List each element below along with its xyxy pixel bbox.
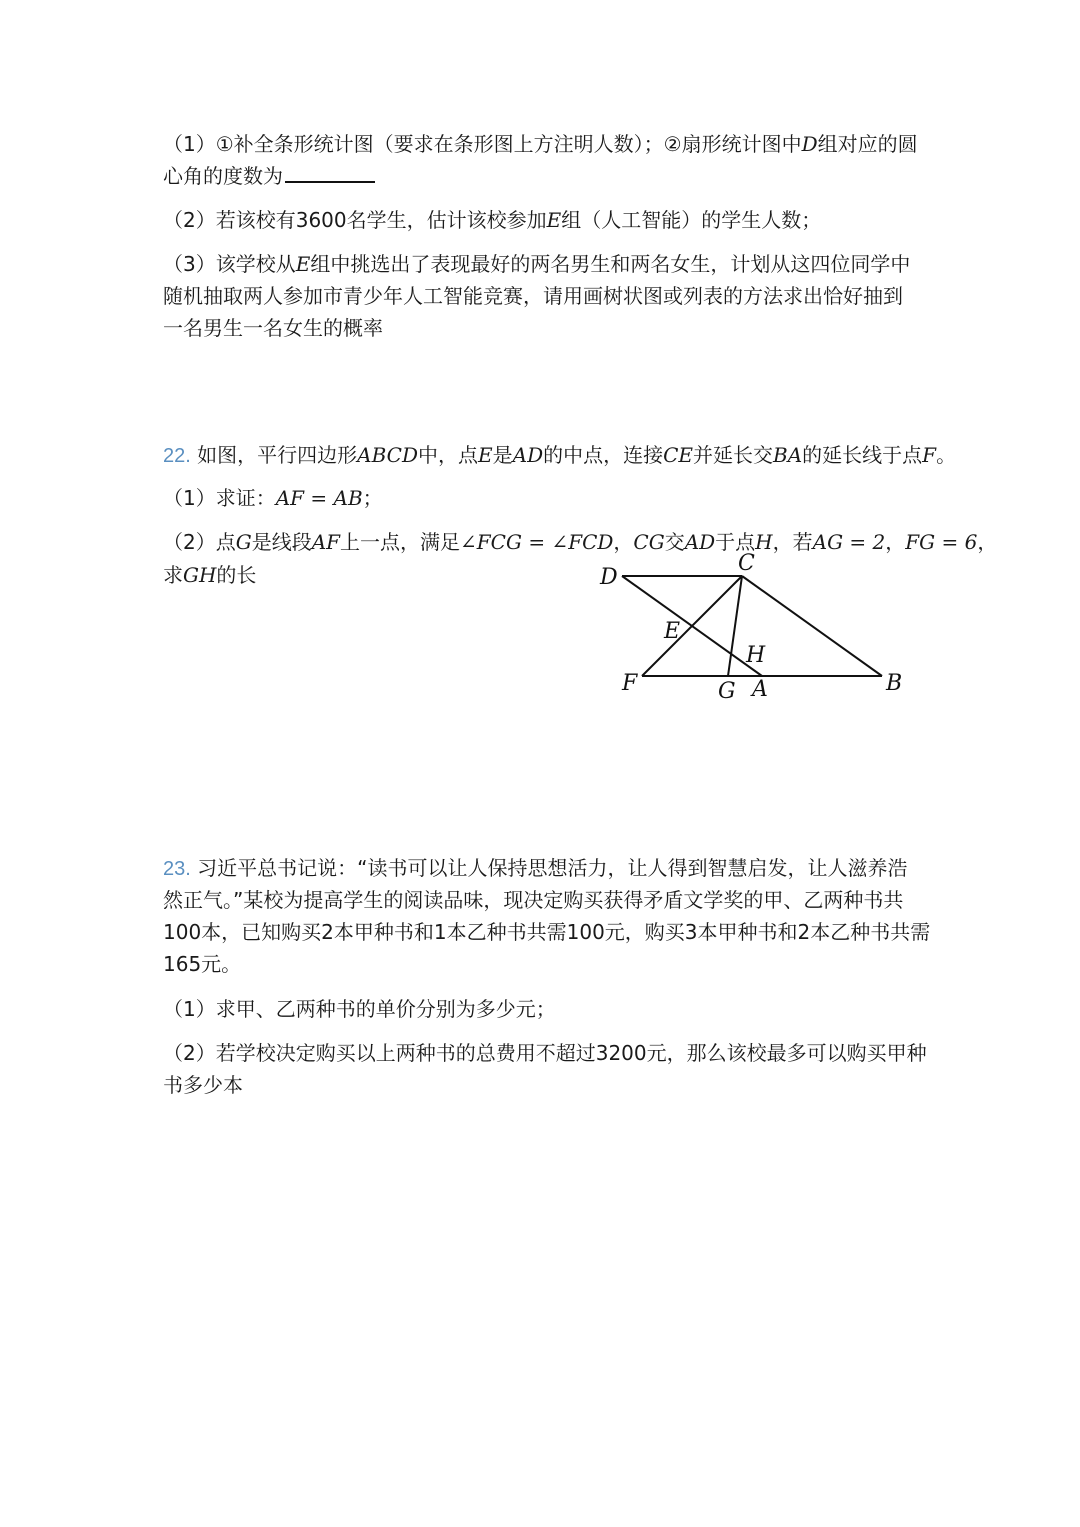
q23-part2-line2: 书多少本 <box>163 1073 243 1097</box>
q23-stem-line2: 然正气。”某校为提高学生的阅读品味，现决定购买获得矛盾文学奖的甲、乙两种书共 <box>163 888 904 912</box>
q21-part1-line1: （1）①补全条形统计图（要求在条形图上方注明人数）；②扇形统计图中D组对应的圆 <box>163 132 918 156</box>
answer-blank <box>285 163 375 183</box>
question-number: 23. <box>163 858 191 880</box>
q22-part2-line1: （2）点G是线段AF上一点，满足∠FCG = ∠FCD，CG交AD于点H，若AG = 2，FG = 6， <box>163 530 998 554</box>
q23-stem-line4: 165元。 <box>163 952 242 976</box>
q23-part1: （1）求甲、乙两种书的单价分别为多少元； <box>163 997 556 1021</box>
label-e: E <box>664 619 681 644</box>
q22-part1: （1）求证：AF = AB； <box>163 486 383 510</box>
q23-stem-line3: 100本，已知购买2本甲种书和1本乙种书共需100元，购买3本甲种书和2本乙种书共需 <box>163 920 931 944</box>
label-f: F <box>622 671 638 696</box>
parallelogram-figure <box>590 550 920 710</box>
label-d: D <box>600 565 618 590</box>
label-b: B <box>886 671 903 696</box>
question-number: 22. <box>163 445 191 467</box>
label-a: A <box>752 677 768 702</box>
q21-part3-line3: 一名男生一名女生的概率 <box>163 316 383 340</box>
q21-part3-line1: （3）该学校从E组中挑选出了表现最好的两名男生和两名女生，计划从这四位同学中 <box>163 252 911 276</box>
segment-cf <box>642 576 742 676</box>
q21-part2: （2）若该校有3600名学生，估计该校参加E组（人工智能）的学生人数； <box>163 208 822 232</box>
label-h: H <box>746 643 766 668</box>
q21-part3-line2: 随机抽取两人参加市青少年人工智能竞赛，请用画树状图或列表的方法求出恰好抽到 <box>163 284 903 308</box>
q23-stem-line1: 23. 习近平总书记说：“读书可以让人保持思想活力，让人得到智慧启发，让人滋养浩 <box>163 856 908 880</box>
q22-part2-line2: 求GH的长 <box>163 563 257 587</box>
q22-stem: 22. 如图，平行四边形ABCD中，点E是AD的中点，连接CE并延长交BA的延长线于点F。 <box>163 443 957 467</box>
label-g: G <box>718 679 736 704</box>
label-c: C <box>738 551 755 576</box>
q21-part1-line2: 心角的度数为 <box>163 162 375 190</box>
q23-part2-line1: （2）若学校决定购买以上两种书的总费用不超过3200元，那么该校最多可以购买甲种 <box>163 1041 927 1065</box>
